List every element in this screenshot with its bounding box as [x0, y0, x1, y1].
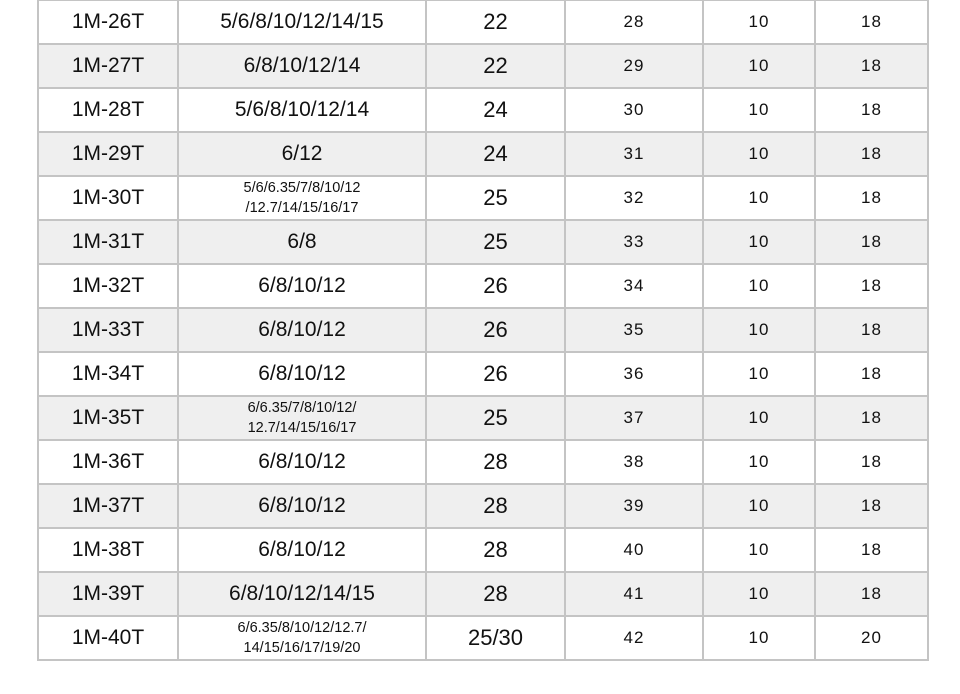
bore-line: 6/8/10/12/14/15 — [229, 582, 375, 605]
h-cell: 18 — [815, 440, 928, 484]
table-row — [38, 528, 928, 572]
table-row — [38, 176, 928, 220]
bore-cell — [178, 572, 426, 616]
w-cell: 10 — [703, 440, 815, 484]
w-cell: 10 — [703, 528, 815, 572]
h-cell: 18 — [815, 308, 928, 352]
w-cell: 10 — [703, 88, 815, 132]
bore-cell — [178, 484, 426, 528]
bore-line: 6/8 — [287, 230, 317, 253]
table-row — [38, 308, 928, 352]
d-cell: 22 — [426, 0, 565, 44]
bore-line: 6/8/10/12 — [258, 318, 346, 341]
bore-cell — [178, 0, 426, 44]
d-cell: 26 — [426, 352, 565, 396]
bore-line: 6/8/10/12 — [258, 494, 346, 517]
model-cell: 1M-34T — [38, 352, 178, 396]
model-cell: 1M-40T — [38, 616, 178, 660]
d-cell: 28 — [426, 528, 565, 572]
table-row — [38, 44, 928, 88]
bore-line: 12.7/14/15/16/17 — [247, 420, 357, 436]
spec-table-body — [38, 0, 928, 660]
d-cell: 26 — [426, 308, 565, 352]
w-cell: 10 — [703, 176, 815, 220]
h-cell: 18 — [815, 352, 928, 396]
bore-cell — [178, 308, 426, 352]
h-cell: 18 — [815, 132, 928, 176]
bore-line: 5/6/6.35/7/8/10/12 — [243, 180, 361, 196]
bore-line: 6/8/10/12 — [258, 274, 346, 297]
l-cell: 42 — [565, 616, 703, 660]
bore-cell — [178, 352, 426, 396]
w-cell: 10 — [703, 0, 815, 44]
table-row — [38, 616, 928, 660]
model-cell: 1M-31T — [38, 220, 178, 264]
l-cell: 34 — [565, 264, 703, 308]
h-cell: 20 — [815, 616, 928, 660]
model-cell: 1M-28T — [38, 88, 178, 132]
bore-cell — [178, 528, 426, 572]
l-cell: 29 — [565, 44, 703, 88]
h-cell: 18 — [815, 264, 928, 308]
table-row — [38, 88, 928, 132]
model-cell: 1M-33T — [38, 308, 178, 352]
bore-line: 6/8/10/12 — [258, 362, 346, 385]
model-cell: 1M-35T — [38, 396, 178, 440]
d-cell: 25 — [426, 176, 565, 220]
w-cell: 10 — [703, 396, 815, 440]
model-cell: 1M-39T — [38, 572, 178, 616]
bore-cell — [178, 132, 426, 176]
bore-cell — [178, 176, 426, 220]
bore-line: 6/12 — [281, 142, 323, 165]
w-cell: 10 — [703, 308, 815, 352]
h-cell: 18 — [815, 396, 928, 440]
spec-table — [37, 0, 929, 661]
h-cell: 18 — [815, 176, 928, 220]
w-cell: 10 — [703, 132, 815, 176]
l-cell: 35 — [565, 308, 703, 352]
w-cell: 10 — [703, 220, 815, 264]
model-cell: 1M-30T — [38, 176, 178, 220]
table-row — [38, 572, 928, 616]
h-cell: 18 — [815, 572, 928, 616]
l-cell: 41 — [565, 572, 703, 616]
table-row — [38, 440, 928, 484]
bore-cell — [178, 616, 426, 660]
l-cell: 37 — [565, 396, 703, 440]
bore-line: 6/8/10/12 — [258, 538, 346, 561]
d-cell: 25/30 — [426, 616, 565, 660]
model-cell: 1M-37T — [38, 484, 178, 528]
model-cell: 1M-26T — [38, 0, 178, 44]
d-cell: 24 — [426, 132, 565, 176]
table-row — [38, 0, 928, 44]
l-cell: 30 — [565, 88, 703, 132]
bore-line: 6/6.35/8/10/12/12.7/ — [237, 620, 367, 636]
bore-cell — [178, 220, 426, 264]
bore-line: 14/15/16/17/19/20 — [243, 640, 361, 656]
l-cell: 38 — [565, 440, 703, 484]
l-cell: 40 — [565, 528, 703, 572]
w-cell: 10 — [703, 484, 815, 528]
l-cell: 36 — [565, 352, 703, 396]
l-cell: 31 — [565, 132, 703, 176]
d-cell: 28 — [426, 440, 565, 484]
h-cell: 18 — [815, 88, 928, 132]
bore-cell — [178, 44, 426, 88]
model-cell: 1M-36T — [38, 440, 178, 484]
table-row — [38, 352, 928, 396]
bore-cell — [178, 88, 426, 132]
h-cell: 18 — [815, 0, 928, 44]
w-cell: 10 — [703, 352, 815, 396]
h-cell: 18 — [815, 44, 928, 88]
h-cell: 18 — [815, 528, 928, 572]
d-cell: 26 — [426, 264, 565, 308]
table-row — [38, 132, 928, 176]
w-cell: 10 — [703, 572, 815, 616]
model-cell: 1M-32T — [38, 264, 178, 308]
model-cell: 1M-29T — [38, 132, 178, 176]
table-row — [38, 396, 928, 440]
l-cell: 39 — [565, 484, 703, 528]
d-cell: 22 — [426, 44, 565, 88]
h-cell: 18 — [815, 220, 928, 264]
table-row — [38, 484, 928, 528]
bore-line: 5/6/8/10/12/14 — [234, 98, 370, 121]
bore-line: 6/8/10/12 — [258, 450, 346, 473]
bore-cell — [178, 264, 426, 308]
h-cell: 18 — [815, 484, 928, 528]
bore-line: /12.7/14/15/16/17 — [245, 200, 359, 216]
w-cell: 10 — [703, 264, 815, 308]
bore-cell — [178, 396, 426, 440]
w-cell: 10 — [703, 44, 815, 88]
bore-cell — [178, 440, 426, 484]
l-cell: 28 — [565, 0, 703, 44]
model-cell: 1M-38T — [38, 528, 178, 572]
d-cell: 24 — [426, 88, 565, 132]
d-cell: 28 — [426, 484, 565, 528]
bore-line: 6/6.35/7/8/10/12/ — [247, 400, 357, 416]
bore-line: 6/8/10/12/14 — [243, 54, 361, 77]
l-cell: 33 — [565, 220, 703, 264]
table-row — [38, 220, 928, 264]
l-cell: 32 — [565, 176, 703, 220]
bore-line: 5/6/8/10/12/14/15 — [220, 10, 384, 33]
d-cell: 25 — [426, 396, 565, 440]
d-cell: 28 — [426, 572, 565, 616]
d-cell: 25 — [426, 220, 565, 264]
model-cell: 1M-27T — [38, 44, 178, 88]
w-cell: 10 — [703, 616, 815, 660]
table-row — [38, 264, 928, 308]
